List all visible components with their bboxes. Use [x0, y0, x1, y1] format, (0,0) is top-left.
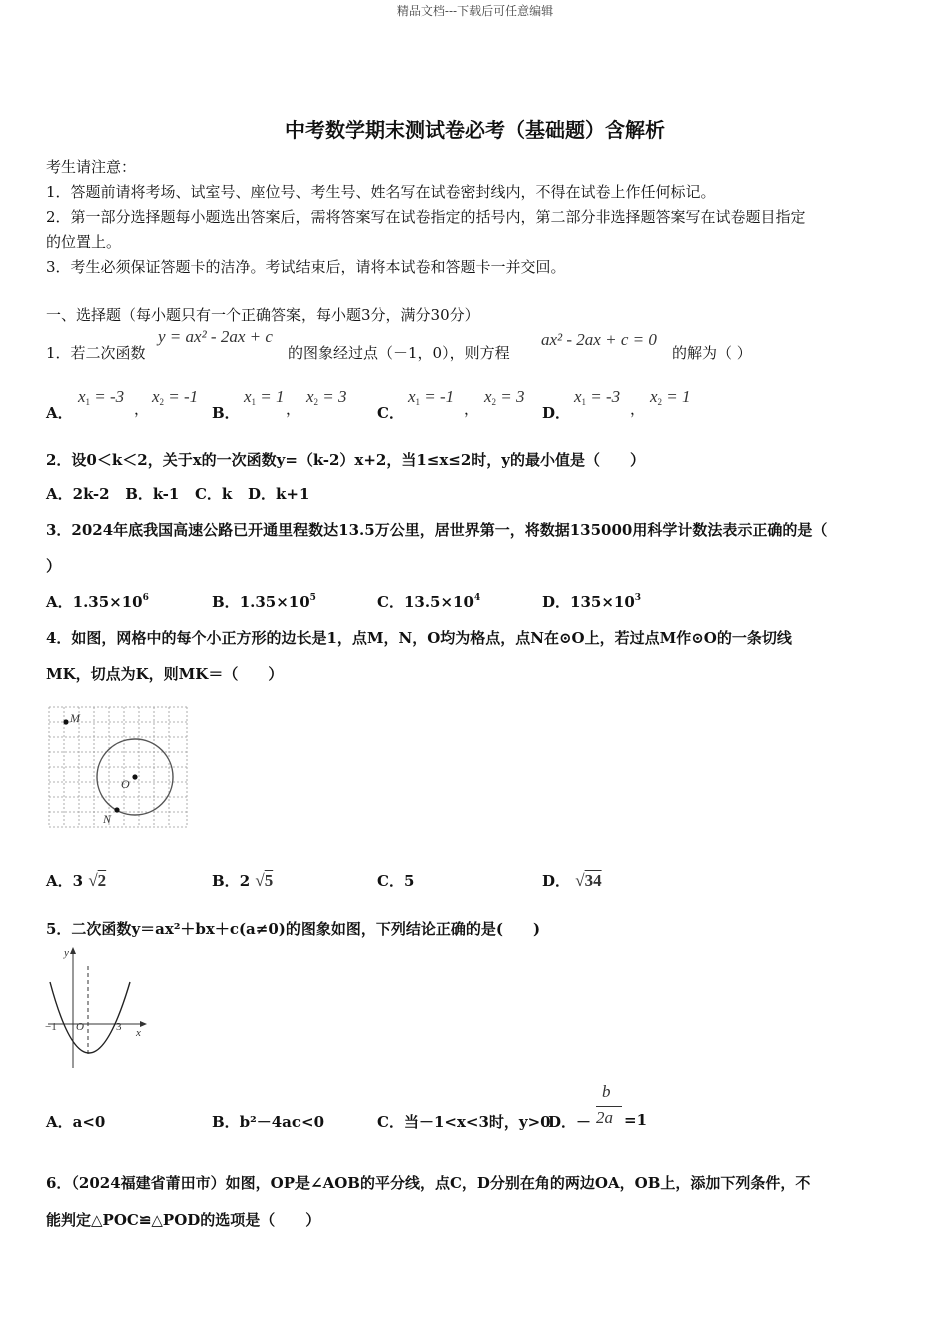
q4-label-n: N	[103, 812, 112, 826]
q5-label-y: y	[64, 947, 69, 959]
q1-option-a-x1-val: = -3	[94, 387, 125, 406]
q4-option-d[interactable]: D． √34	[542, 871, 602, 890]
q5-option-d-denominator: 2a	[596, 1108, 613, 1127]
q1-option-c-x1: $x_1 = -1$	[408, 387, 455, 407]
q3-stem-cont: ）	[46, 557, 62, 575]
q4-option-a-radicand: 2	[97, 871, 107, 890]
q1-option-a-x1: $x_1 = -3$	[78, 387, 125, 407]
q1-option-d-x1-val: = -3	[590, 387, 621, 406]
q1-formula-1: y = ax² - 2ax + c	[158, 327, 273, 346]
q5-option-d-fraction-bar	[596, 1106, 622, 1107]
section-heading: 一、选择题（每小题只有一个正确答案，每小题3分，满分30分）	[46, 306, 480, 324]
q3-option-a[interactable]: A．$1.35\times 10^6$	[46, 593, 149, 611]
q1-option-c-x1-val: = -1	[424, 387, 455, 406]
q1-stem-b: 的图象经过点（－1，0），则方程	[288, 344, 510, 362]
q1-formula-2: ax² - 2ax + c = 0	[541, 330, 657, 349]
q1-option-b-x2: $x_2 = 3$	[306, 387, 347, 407]
q1-option-d-x2-val: = 1	[666, 387, 691, 406]
q4-point-m	[63, 719, 68, 724]
notice-item-3: 3．考生必须保证答题卡的洁净。考试结束后，请将本试卷和答题卡一并交回。	[46, 258, 566, 276]
q4-point-n	[114, 807, 119, 812]
q2-stem: 2．设0＜k＜2，关于x的一次函数y=（k-2）x+2，当1≤x≤2时，y的最小值是（ ）	[46, 451, 645, 469]
q5-label-x: x	[136, 1027, 141, 1039]
q4-option-b[interactable]: B．2 √5	[212, 871, 274, 890]
q5-label-neg1: −1	[45, 1021, 57, 1033]
q5-label-origin: O	[76, 1021, 84, 1033]
q1-option-a-label[interactable]: A．	[46, 404, 73, 422]
q4-label-o: O	[121, 777, 130, 791]
notice-item-2-cont: 的位置上。	[46, 233, 122, 251]
q1-option-a-x2: $x_2 = -1$	[152, 387, 199, 407]
q5-option-c[interactable]: C．当－1<x<3时，y>0	[377, 1113, 551, 1131]
q1-stem-c: 的解为（ ）	[672, 344, 752, 362]
q1-option-c-label[interactable]: C．	[377, 404, 404, 422]
q3-option-b[interactable]: B．$1.35\times 10^5$	[212, 593, 316, 611]
q4-label-m: M	[70, 711, 80, 725]
q1-option-b-x1-val: = 1	[260, 387, 285, 406]
q5-option-a[interactable]: A．a<0	[46, 1113, 106, 1131]
notice-item-1: 1．答题前请将考场、试室号、座位号、考生号、姓名写在试卷密封线内，不得在试卷上作任何标记。	[46, 183, 716, 201]
q1-option-d-x2: $x_2 = 1$	[650, 387, 691, 407]
notice-heading: 考生请注意：	[46, 158, 137, 176]
q1-stem-a: 1．若二次函数	[46, 344, 146, 362]
q4-option-d-radicand: 34	[584, 871, 602, 890]
q5-parabola-curve	[50, 982, 130, 1053]
q2-options[interactable]: A．2k-2 B．k-1 C．k D．k+1	[46, 485, 310, 503]
q1-option-b-label[interactable]: B．	[212, 404, 240, 422]
q5-option-d-numerator: b	[602, 1082, 611, 1101]
q5-option-b[interactable]: B．b²－4ac<0	[212, 1113, 325, 1131]
q5-label-3: 3	[116, 1021, 122, 1033]
q5-stem: 5．二次函数y＝ax²＋bx＋c(a≠0)的图象如图，下列结论正确的是( )	[46, 920, 541, 938]
q3-option-c[interactable]: C．$13.5\times 10^4$	[377, 593, 481, 611]
notice-item-2: 2．第一部分选择题每小题选出答案后，需将答案写在试卷指定的括号内，第二部分非选择题答案写在试卷题目指定	[46, 208, 806, 226]
q1-option-d-x1: $x_1 = -3$	[574, 387, 621, 407]
q4-stem: 4．如图，网格中的每个小正方形的边长是1，点M，N，O均为格点，点N在⊙O上，若过点M作⊙O的一条切线	[46, 629, 792, 647]
q4-option-a[interactable]: A．3 √2	[46, 871, 107, 890]
q4-point-o	[132, 774, 137, 779]
q4-stem-cont: MK，切点为K，则MK＝（ ）	[46, 665, 284, 683]
q4-option-b-radicand: 5	[264, 871, 274, 890]
q6-stem: 6．（2024福建省莆田市）如图，OP是∠AOB的平分线，点C，D分别在角的两边OA，OB上，添加下列条件，不	[46, 1174, 811, 1192]
q1-option-b-x2-val: = 3	[322, 387, 347, 406]
q1-option-a-x2-val: = -1	[168, 387, 199, 406]
page-header: 精品文档---下载后可任意编辑	[396, 4, 554, 18]
exam-title: 中考数学期末测试卷必考（基础题）含解析	[285, 118, 665, 142]
q1-option-c-x2: $x_2 = 3$	[484, 387, 525, 407]
q5-parabola-figure	[44, 944, 150, 1072]
q3-stem: 3．2024年底我国高速公路已开通里程数达13.5万公里，居世界第一，将数据135000用科学计数法表示正确的是（	[46, 521, 828, 539]
q3-option-d[interactable]: D．$135\times 10^3$	[542, 593, 642, 611]
q4-option-c[interactable]: C．5	[377, 872, 415, 890]
q1-option-d-label[interactable]: D．	[542, 404, 571, 422]
q1-option-b-x1: $x_1 = 1$	[244, 387, 285, 407]
q1-option-c-x2-val: = 3	[500, 387, 525, 406]
q6-stem-cont: 能判定△POC≌△POD的选项是（ ）	[46, 1211, 321, 1229]
q4-grid-figure	[46, 704, 192, 832]
q5-option-d-prefix[interactable]: D．－	[548, 1113, 592, 1131]
q5-option-d-suffix: =1	[624, 1111, 648, 1129]
